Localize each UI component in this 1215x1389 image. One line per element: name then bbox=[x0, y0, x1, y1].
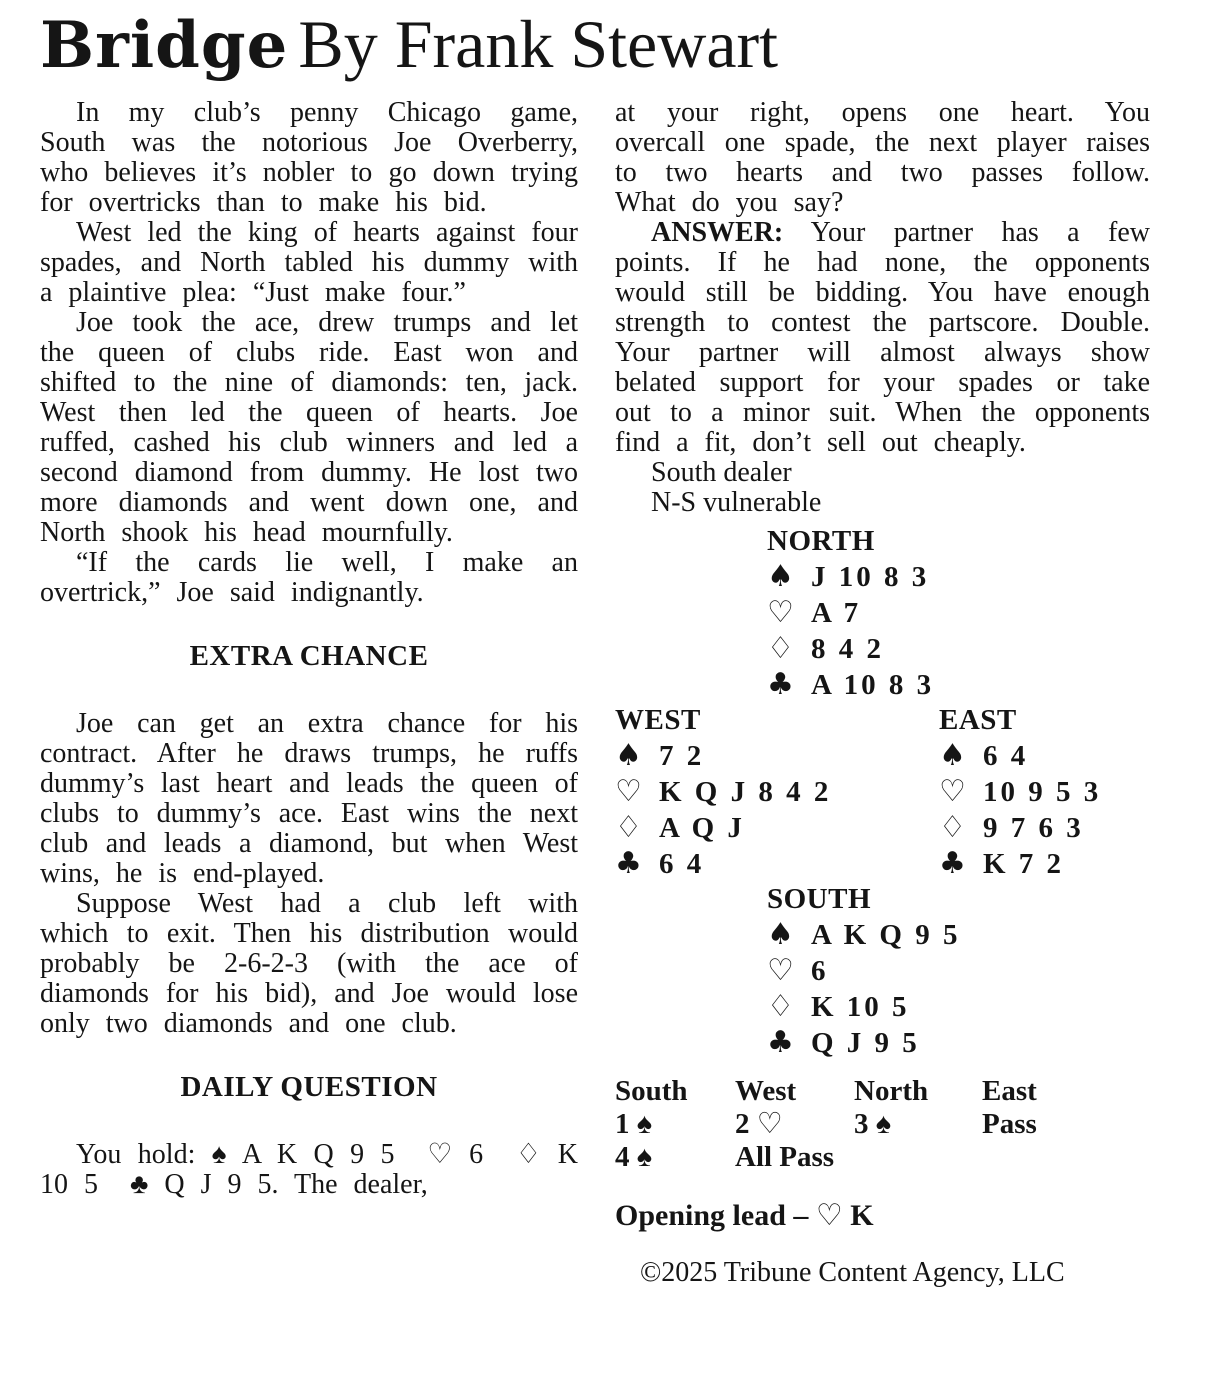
diamond-icon: ♢ bbox=[615, 810, 642, 845]
north-spades-row bbox=[767, 559, 1150, 595]
bidding-table bbox=[615, 1075, 1150, 1174]
bid-cell bbox=[982, 1141, 1150, 1174]
south-clubs: Q J 9 5 bbox=[811, 1027, 920, 1059]
east-clubs-row bbox=[939, 846, 1101, 882]
north-diamonds-row bbox=[767, 631, 1150, 667]
spade-icon: ♠ bbox=[767, 559, 794, 594]
heading-daily-question: DAILY QUESTION bbox=[180, 1071, 438, 1103]
bid-cell: 1 ♠ bbox=[615, 1108, 653, 1140]
paragraph-line-of-play: Joe took the ace, drew trumps and let the queen of clubs ride. East won and shifted to the nine of diamonds: ten, jack. West then led the queen of hearts. Joe ruffed, cashed his club winners and led a second diamond from dummy. He lost two more diamonds and went down one, and North shook his head mournfully. bbox=[40, 307, 578, 548]
west-clubs-row bbox=[615, 846, 939, 882]
bidding-header-row bbox=[615, 1075, 1150, 1108]
left-column bbox=[40, 98, 578, 1200]
east-hearts-row bbox=[939, 774, 1101, 810]
club-icon: ♣ bbox=[615, 846, 642, 881]
south-clubs-row bbox=[767, 1025, 1150, 1061]
byline: By Frank Stewart bbox=[298, 6, 779, 82]
answer-text: Your partner has a few points. If he had none, the opponents would still be bidding. You have enough strength to contest the partscore. Double. Your partner will almost always show belated support for your spades or take out to a minor suit. When the opponents find a fit, don’t sell out cheaply. bbox=[615, 217, 1150, 458]
east-diamonds-row bbox=[939, 810, 1101, 846]
two-column-layout bbox=[40, 98, 1215, 1289]
bidding-header-east: East bbox=[982, 1075, 1037, 1107]
north-hearts: A 7 bbox=[811, 597, 862, 629]
west-spades-row bbox=[615, 738, 939, 774]
south-hearts-row bbox=[767, 953, 1150, 989]
spade-icon: ♠ bbox=[939, 738, 966, 773]
club-icon: ♣ bbox=[767, 1025, 794, 1060]
south-spades: A K Q 9 5 bbox=[811, 919, 961, 951]
heading-extra-chance: EXTRA CHANCE bbox=[189, 640, 429, 672]
bid-cell: Pass bbox=[982, 1108, 1037, 1140]
diamond-icon: ♢ bbox=[767, 989, 794, 1024]
south-diamonds: K 10 5 bbox=[811, 991, 910, 1023]
diamond-icon: ♢ bbox=[767, 631, 794, 666]
east-hand bbox=[939, 703, 1101, 882]
west-hearts-row bbox=[615, 774, 939, 810]
west-diamonds: A Q J bbox=[659, 812, 745, 844]
bidding-header-west: West bbox=[735, 1075, 797, 1107]
north-hand bbox=[767, 524, 1150, 703]
deal-diagram bbox=[615, 524, 1150, 1061]
east-label: EAST bbox=[939, 704, 1017, 736]
bidding-row-1 bbox=[615, 1108, 1150, 1141]
column-name: Bridge bbox=[40, 8, 289, 83]
heart-icon: ♡ bbox=[767, 953, 794, 988]
answer-label: ANSWER: bbox=[651, 217, 784, 248]
paragraph-suppose: Suppose West had a club left with which to exit. Then his distribution would probably be 2-6-2-3 (with the ace of diamonds for his bid), and Joe would lose only two diamonds and one club. bbox=[40, 888, 578, 1039]
heart-icon: ♡ bbox=[615, 774, 642, 809]
page-title bbox=[40, 6, 1215, 83]
north-clubs: A 10 8 3 bbox=[811, 669, 935, 701]
east-spades: 6 4 bbox=[983, 740, 1029, 772]
north-label: NORTH bbox=[767, 525, 875, 557]
spade-icon: ♠ bbox=[615, 738, 642, 773]
west-clubs: 6 4 bbox=[659, 848, 705, 880]
bid-cell: 2 ♡ bbox=[735, 1108, 783, 1140]
west-label: WEST bbox=[615, 704, 701, 736]
bidding-header-north: North bbox=[854, 1075, 929, 1107]
east-clubs: K 7 2 bbox=[983, 848, 1065, 880]
right-column bbox=[615, 98, 1150, 1289]
east-hearts: 10 9 5 3 bbox=[983, 776, 1102, 808]
north-spades: J 10 8 3 bbox=[811, 561, 930, 593]
heart-icon: ♡ bbox=[939, 774, 966, 809]
paragraph-question-continued: at your right, opens one heart. You overcall one spade, the next player raises to two hearts and two passes follow. What do you say? bbox=[615, 97, 1150, 218]
north-hearts-row bbox=[767, 595, 1150, 631]
east-spades-row bbox=[939, 738, 1101, 774]
east-diamonds: 9 7 6 3 bbox=[983, 812, 1084, 844]
paragraph-intro: In my club’s penny Chicago game, South was the notorious Joe Overberry, who believes it’s nobler to go down trying for overtricks than to make his bid. bbox=[40, 97, 578, 218]
copyright-line: ©2025 Tribune Content Agency, LLC bbox=[640, 1257, 1065, 1288]
club-icon: ♣ bbox=[939, 846, 966, 881]
heart-icon: ♡ bbox=[767, 595, 794, 630]
south-spades-row bbox=[767, 917, 1150, 953]
paragraph-quote: “If the cards lie well, I make an overtrick,” Joe said indignantly. bbox=[40, 547, 578, 608]
diamond-icon: ♢ bbox=[939, 810, 966, 845]
north-clubs-row bbox=[767, 667, 1150, 703]
south-diamonds-row bbox=[767, 989, 1150, 1025]
bidding-row-2 bbox=[615, 1141, 1150, 1174]
west-hearts: K Q J 8 4 2 bbox=[659, 776, 832, 808]
west-east-row bbox=[615, 703, 1150, 882]
south-hand bbox=[767, 882, 1150, 1061]
paragraph-lead-play: West led the king of hearts against four spades, and North tabled his dummy with a plaintive plea: “Just make four.” bbox=[40, 217, 578, 308]
dealer-line: South dealer bbox=[651, 457, 792, 488]
vulnerable-line: N-S vulnerable bbox=[651, 487, 822, 518]
paragraph-answer bbox=[615, 218, 1150, 458]
bidding-header-south: South bbox=[615, 1075, 688, 1107]
bid-cell: 4 ♠ bbox=[615, 1141, 653, 1173]
opening-lead: Opening lead – ♡ K bbox=[615, 1199, 874, 1232]
bid-cell: All Pass bbox=[735, 1141, 835, 1173]
west-diamonds-row bbox=[615, 810, 939, 846]
south-hearts: 6 bbox=[811, 955, 829, 987]
south-label: SOUTH bbox=[767, 883, 872, 915]
north-diamonds: 8 4 2 bbox=[811, 633, 884, 665]
spade-icon: ♠ bbox=[767, 917, 794, 952]
paragraph-you-hold: You hold: ♠ A K Q 9 5 ♡ 6 ♢ K 10 5 ♣ Q J 9 5. The dealer, bbox=[40, 1139, 578, 1200]
bid-cell: 3 ♠ bbox=[854, 1108, 892, 1140]
bid-cell bbox=[854, 1141, 982, 1174]
paragraph-extra-chance: Joe can get an extra chance for his contract. After he draws trumps, he ruffs dummy’s last heart and leads the queen of clubs to dummy’s ace. East wins the next club and leads a diamond, but when West wins, he is end-played. bbox=[40, 708, 578, 889]
west-hand bbox=[615, 703, 939, 882]
club-icon: ♣ bbox=[767, 667, 794, 702]
west-spades: 7 2 bbox=[659, 740, 705, 772]
